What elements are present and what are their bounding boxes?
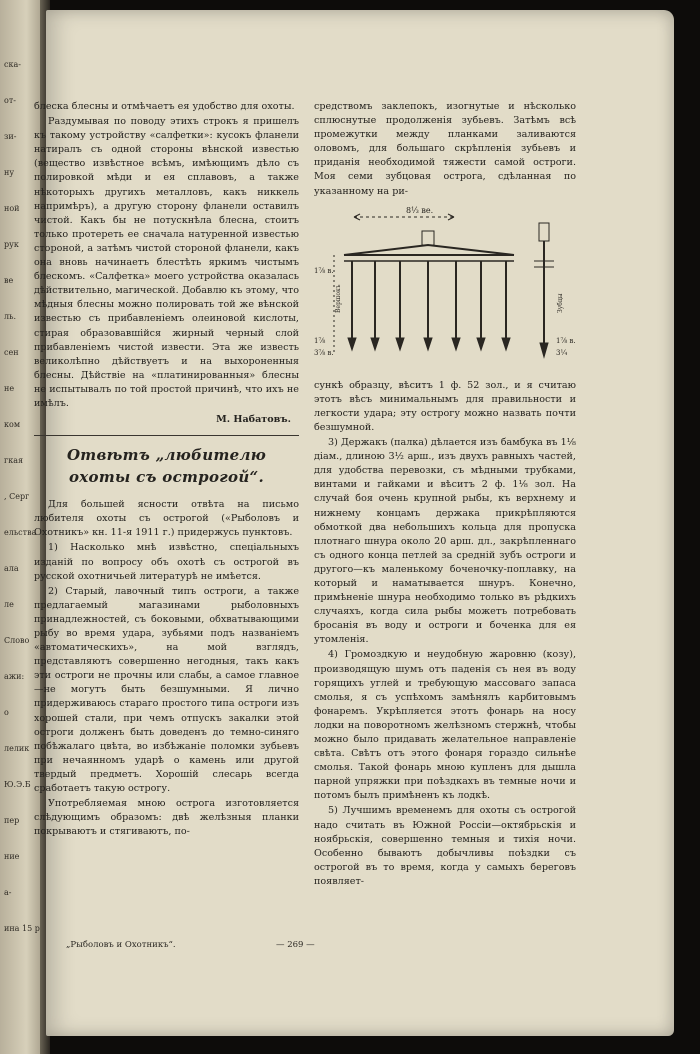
divider [34,435,299,436]
paragraph: блеска блесны и отмѣчаетъ ея удобство для охоты. [34,101,295,112]
dimension-label: 1⅞ в. [556,336,576,345]
paragraph: 3) Держакъ (палка) дѣлается изъ бамбука въ 1⅛ діам., длиною 3½ арш., изъ двухъ равныхъ частей, для удобства перевозки, съ мѣдными трубками, винтами и гайками и вѣситъ 2 ф. 1⅛ зол. На случай боя очень крупной рыбы, къ верхнему и нижнему концамъ держака прикрѣпляются обмоткой два небольшихъ кольца для пропуска плотнаго шнура около 20 арш. дл., закрѣпленнаго съ одного конца петлей за средній зубъ остроги и другого—къ маленькому боченочку-поплавку, на который и наматывается шнуръ. Конечно, примѣненіе шнура необходимо только въ рѣдкихъ случаяхъ, когда сила рыбы можетъ потребовать бросанія въ воду и остроги и боченка для ея утомленія. [314,437,576,646]
article-heading: Отвѣтъ „любителю охоты съ острогой“. [66,446,267,487]
adjacent-page-text: от- [4,96,16,105]
magazine-page [34,10,674,1036]
fish-spear-drawing [314,203,576,373]
paragraph: Для большей ясности отвѣта на письмо любителя охоты съ острогой («Рыболовъ и Охотникъ» кн. 11-я 1911 г.) придержусь пунктовъ. [34,499,299,539]
adjacent-page-text: ком [4,420,21,429]
adjacent-page-text: а- [4,888,12,897]
adjacent-page-text: ль. [4,312,16,321]
paragraph: 5) Лучшимъ временемъ для охоты съ острогой надо считать въ Южной Россіи—октябрьскія и ноябрьскія, совершенно темныя и тихія ночи. Особенно бываютъ добычливы поѣздки съ острогой въ то время, когда у самыхъ береговъ появляет- [314,805,576,887]
spear-illustration [314,203,576,373]
adjacent-page-text: Слово [4,636,30,645]
adjacent-page-text: рук [4,240,19,249]
side-label: Зубцы [557,293,564,313]
dimension-label-top: 8⅓ ве. [406,205,434,215]
dimension-label: 3¼ [556,348,568,357]
adjacent-page-text: не [4,384,15,393]
adjacent-page-text: зи- [4,132,17,141]
adjacent-page-text: о [4,708,9,717]
adjacent-page-text: Ю.Э.Б [4,780,31,789]
adjacent-page-text: ала [4,564,19,573]
adjacent-page-text: ве [4,276,14,285]
paragraph: Раздумывая по поводу этихъ строкъ я пришелъ къ такому устройству «салфетки»: кусокъ фланели натиралъ съ одной стороны вѣнской известью (вещество извѣстное всѣмъ, имѣющимъ дѣло съ полировкой мѣди и ея сплавовъ, а также нѣкоторыхъ другихъ металловъ, какъ никкель напримѣръ), а другую сторону фланели оставилъ чистой. Какъ бы не потускнѣла блесна, стоитъ только протереть ее сначала натуренной известью стороной, а затѣмъ чистой стороной фланели, какъ она вновь начинаетъ блестѣть яркимъ чистымъ блескомъ. «Салфетка» моего устройства оказалась дѣйствительно, магической. Добавлю къ этому, что мѣдныя блесны можно полировать той же вѣнской известью съ прибавленіемъ олеиновой кислоты, стирая образовавшійся жирный черный слой прибавленіемъ чистой извести. Эта же известь великолѣпно дѣйствуетъ и на выхороненныя блесны. Дѣйствіе на «платинированныя» блесны не испытывалъ по той простой причинѣ, что ихъ не имѣлъ. [34,116,299,409]
adjacent-page-text: ажи: [4,672,25,681]
author-signature: М. Набатовъ. [216,414,291,426]
journal-title: „Рыболовъ и Охотникъ“. [66,940,176,950]
dimension-label: 3⅞ в. [314,348,334,357]
adjacent-page-text: ельства [4,528,37,537]
adjacent-page-text: ина 15 р [4,924,40,933]
side-label: Вершокъ [335,284,342,313]
adjacent-page-text: пер [4,816,20,825]
page-number: — 269 — [276,940,315,950]
left-column [34,100,299,840]
right-column [314,100,576,890]
paragraph: 4) Громоздкую и неудобную жаровню (козу), производящую шумъ отъ паденія съ нея въ воду горящихъ углей и требующую массоваго запаса смолья, я съ успѣхомъ замѣнялъ карбитовымъ фонаремъ. Укрѣпляется этотъ фонарь на носу лодки на поворотномъ желѣзномъ стержнѣ, чтобы можно было придавать желательное направленіе свѣта. Свѣтъ отъ этого фонаря гораздо сильнѣе смолья. Такой фонарь мною купленъ для дышла парной упряжки при поѣздкахъ въ темные ночи и потомъ былъ примѣненъ къ лодкѣ. [314,649,576,802]
dimension-label: 1⅞ [314,336,326,345]
paragraph: 1) Насколько мнѣ извѣстно, спеціальныхъ изданій по вопросу объ охотѣ съ острогой въ русской охотничьей литературѣ не имѣется. [34,542,299,582]
adjacent-page-text: сен [4,348,19,357]
dimension-label: 1⅞ в. [314,266,334,275]
paragraph: средствомъ заклепокъ, изогнутые и нѣсколько сплюснутые продолженія зубьевъ. Затѣмъ всѣ промежутки между планками заливаются оловомъ, для большаго скрѣпленія зубьевъ и приданія необходимой тяжести самой остроги. Моя семи зубцовая острога, сдѣланная по указанному на ри- [314,101,576,197]
adjacent-page-text: ска- [4,60,21,69]
adjacent-page-text: ние [4,852,20,861]
adjacent-page-text: гкая [4,456,24,465]
adjacent-page-text: ну [4,168,15,177]
adjacent-page-text: ной [4,204,20,213]
paragraph: сункѣ образцу, вѣситъ 1 ф. 52 зол., и я считаю этотъ вѣсъ минимальнымъ для правильности и легкости удара; эту острогу можно назвать почти безшумной. [314,379,576,433]
paragraph: 2) Старый, лавочный типъ остроги, а также предлагаемый магазинами рыболовныхъ принадлежностей, съ боковыми, обхватывающими рыбу во время удара, зубьями подъ названіемъ «автоматическихъ», на мой взглядъ, представляютъ совершенно негодныя, такъ какъ эти остроги не прочны или слабы, а самое главное—не могутъ быть безшумными. Я лично придерживаюсь стараго простого типа остроги изъ хорошей стали, при чемъ отпускъ закалки этой остроги долженъ быть доведенъ до темно-синяго побѣжалаго цвѣта, во избѣжаніе поломки зубьевъ при нечаянномъ ударѣ о камень или другой твердый предметъ. Хорошій слесарь всегда сработаетъ такую острогу. [34,585,299,795]
paragraph: Употребляемая мною острога изготовляется слѣдующимъ образомъ: двѣ желѣзныя планки покрываютъ и стягиваютъ, по- [34,798,299,838]
adjacent-page-text: ле [4,600,14,609]
adjacent-page-text: лелик [4,744,30,753]
adjacent-page-text: , Серг [4,492,30,501]
